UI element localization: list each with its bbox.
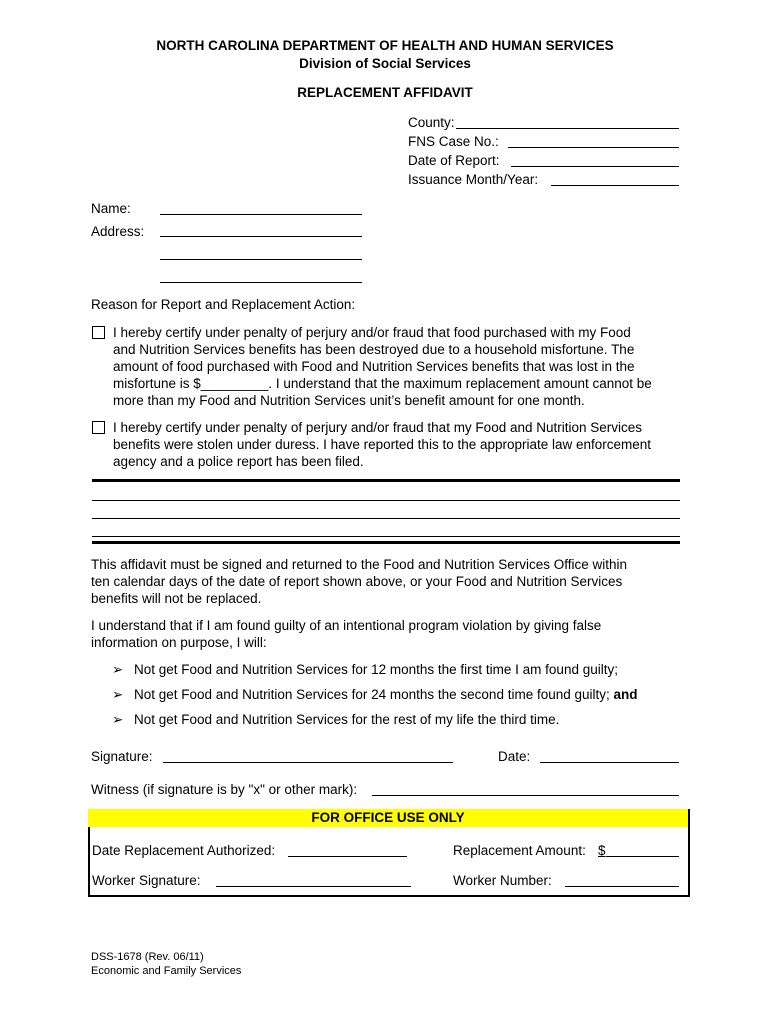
division-heading: Division of Social Services [299, 56, 471, 71]
arrow-bullet-icon: ➢ [112, 687, 124, 702]
misfortune-statement [113, 324, 688, 409]
explanation-line-3[interactable] [92, 536, 680, 537]
penalty-item-3 [112, 712, 559, 728]
address-field-1[interactable] [160, 236, 362, 237]
fns-case-field[interactable] [508, 147, 679, 148]
penalty-item-1 [112, 662, 618, 678]
date-authorized-field[interactable] [288, 856, 407, 857]
misfortune-line: more than my Food and Nutrition Services unit’s benefit amount for one month. [113, 393, 585, 408]
stolen-statement [113, 419, 688, 470]
stolen-line: benefits were stolen under duress. I have reported this to the appropriate law enforcement [113, 437, 652, 452]
notice-line: benefits will not be replaced. [91, 591, 262, 606]
stolen-line: agency and a police report has been filed. [113, 454, 364, 469]
penalty-text: Not get Food and Nutrition Services for 12 months the first time I am found guilty; [134, 662, 618, 677]
return-notice [91, 556, 686, 607]
replacement-amount-label: Replacement Amount: [453, 843, 586, 858]
notice-line: ten calendar days of the date of report shown above, or your Food and Nutrition Services [91, 574, 623, 589]
divider-bottom [92, 541, 680, 544]
issuance-field[interactable] [551, 185, 679, 186]
penalty-item-2 [112, 687, 638, 703]
signature-label: Signature: [91, 749, 153, 764]
misfortune-line: and Nutrition Services benefits has been destroyed due to a household misfortune. The [113, 342, 635, 357]
address-field-3[interactable] [160, 282, 362, 283]
misfortune-line: I hereby certify under penalty of perjury and/or fraud that food purchased with my Food [113, 325, 631, 340]
fns-case-label: FNS Case No.: [408, 134, 499, 149]
signature-date-field[interactable] [540, 762, 679, 763]
penalty-and: and [613, 687, 638, 702]
worker-number-label: Worker Number: [453, 873, 552, 888]
explanation-line-2[interactable] [92, 518, 680, 519]
explanation-line-1[interactable] [92, 500, 680, 501]
penalty-text: Not get Food and Nutrition Services for 24 months the second time found guilty; [134, 687, 614, 702]
violation-notice [91, 617, 686, 651]
worker-number-field[interactable] [565, 886, 679, 887]
form-number: DSS-1678 (Rev. 06/11) [91, 951, 204, 963]
worker-signature-field[interactable] [216, 886, 411, 887]
arrow-bullet-icon: ➢ [112, 712, 124, 727]
address-label: Address: [91, 224, 145, 239]
worker-signature-label: Worker Signature: [92, 873, 201, 888]
witness-field[interactable] [372, 795, 679, 796]
name-field[interactable] [160, 214, 362, 215]
date-of-report-label: Date of Report: [408, 153, 500, 168]
agency-heading: NORTH CAROLINA DEPARTMENT OF HEALTH AND HUMAN SERVICES [156, 38, 614, 53]
signature-date-label: Date: [498, 749, 531, 764]
misfortune-checkbox[interactable] [92, 326, 105, 339]
address-field-2[interactable] [160, 259, 362, 260]
misfortune-line: misfortune is $_________. I understand that the maximum replacement amount cannot be [113, 376, 652, 391]
stolen-checkbox[interactable] [92, 421, 105, 434]
date-authorized-label: Date Replacement Authorized: [92, 843, 276, 858]
reason-heading: Reason for Report and Replacement Action: [91, 297, 356, 312]
name-label: Name: [91, 201, 131, 216]
issuance-label: Issuance Month/Year: [408, 172, 539, 187]
stolen-line: I hereby certify under penalty of perjury and/or fraud that my Food and Nutrition Services [113, 420, 643, 435]
signature-field[interactable] [163, 762, 453, 763]
misfortune-line: amount of food purchased with Food and Nutrition Services benefits that was lost in the [113, 359, 635, 374]
penalty-text: Not get Food and Nutrition Services for the rest of my life the third time. [134, 712, 560, 727]
divider-top [92, 479, 680, 482]
notice-line: I understand that if I am found guilty of an intentional program violation by giving false [91, 618, 602, 633]
dollar-sign: $ [598, 843, 606, 858]
witness-label: Witness (if signature is by "x" or other mark): [91, 782, 358, 797]
county-field[interactable] [456, 128, 679, 129]
county-label: County: [408, 115, 455, 130]
date-of-report-field[interactable] [511, 166, 679, 167]
notice-line: This affidavit must be signed and returned to the Food and Nutrition Services Office within [91, 557, 628, 572]
program-name: Economic and Family Services [91, 965, 242, 977]
page-title: REPLACEMENT AFFIDAVIT [297, 85, 473, 100]
office-use-heading: FOR OFFICE USE ONLY [88, 809, 688, 827]
replacement-amount-field[interactable] [606, 856, 679, 857]
notice-line: information on purpose, I will: [91, 635, 267, 650]
arrow-bullet-icon: ➢ [112, 662, 124, 677]
